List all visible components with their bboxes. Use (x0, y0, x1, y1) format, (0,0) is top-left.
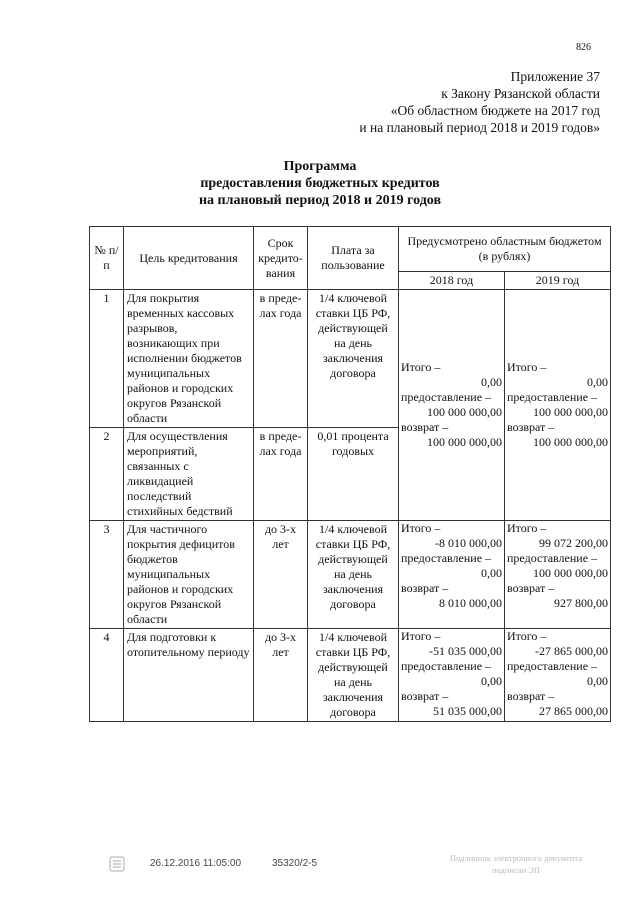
sum-pred-value: 0,00 (481, 566, 502, 580)
sum-pred-label: предоставление – (507, 390, 598, 404)
footer-date: 26.12.2016 11:05:00 (150, 858, 242, 869)
sum-pred-label: предоставление – (507, 659, 598, 673)
sum-vozvrat-label: возврат – (507, 689, 555, 703)
sum-vozvrat-label: возврат – (401, 581, 449, 595)
sum-pred-label: предоставление – (401, 659, 492, 673)
sum-vozvrat-value: 927 800,00 (554, 596, 608, 610)
table-row (90, 290, 611, 428)
footer-note-line: Подлинник электронного документа (450, 853, 583, 863)
appendix-line: к Закону Рязанской области (441, 86, 600, 101)
header-year-2018: 2018 год (399, 272, 505, 290)
row-fee: 1/4 ключевой ставки ЦБ РФ, действующей на день заключения договора (308, 290, 399, 428)
appendix-line: и на плановый период 2018 и 2019 годов» (359, 120, 600, 135)
appendix-line: «Об областном бюджете на 2017 год (390, 103, 600, 118)
sum-itogo-label: Итого – (401, 629, 441, 643)
page-number: 826 (576, 42, 591, 53)
sum-2018 (399, 290, 505, 521)
footer-note-line: подписан ЭП (491, 865, 541, 875)
sum-vozvrat-value: 8 010 000,00 (439, 596, 502, 610)
sum-itogo-value: 0,00 (587, 375, 608, 389)
header-term: Срок кредито-вания (254, 227, 308, 290)
sum-vozvrat-value: 27 865 000,00 (539, 704, 608, 718)
sum-2019 (505, 521, 611, 629)
header-budget (399, 227, 611, 272)
title-line: на плановый период 2018 и 2019 годов (198, 193, 442, 208)
table-header-row (90, 227, 611, 272)
sum-vozvrat-label: возврат – (401, 689, 449, 703)
footer-code: 35320/2-5 (272, 858, 318, 869)
row-term: до 3-х лет (254, 629, 308, 722)
header-fee: Плата за пользование (308, 227, 399, 290)
header-year-2019: 2019 год (505, 272, 611, 290)
row-term: в преде-лах года (254, 290, 308, 428)
sum-2018 (399, 629, 505, 722)
sum-vozvrat-value: 51 035 000,00 (433, 704, 502, 718)
row-term: в преде-лах года (254, 428, 308, 521)
sum-vozvrat-label: возврат – (507, 420, 555, 434)
sum-pred-value: 100 000 000,00 (427, 405, 502, 419)
stamp-icon (108, 853, 126, 875)
sum-itogo-value: -51 035 000,00 (429, 644, 502, 658)
sum-pred-label: предоставление – (401, 390, 492, 404)
sum-itogo-value: 0,00 (481, 375, 502, 389)
row-term: до 3-х лет (254, 521, 308, 629)
sum-vozvrat-label: возврат – (401, 420, 449, 434)
sum-pred-value: 100 000 000,00 (533, 566, 608, 580)
row-goal: Для частичного покрытия дефицитов бюджетов муниципальных районов и городских округов Рязанской области (124, 521, 254, 629)
row-fee: 0,01 процента годовых (308, 428, 399, 521)
sum-itogo-label: Итого – (507, 360, 547, 374)
table-row (90, 629, 611, 722)
sum-pred-label: предоставление – (507, 551, 598, 565)
sum-2019 (505, 290, 611, 521)
sum-itogo-value: -8 010 000,00 (435, 536, 502, 550)
row-num: 3 (90, 521, 124, 629)
appendix-header (180, 68, 600, 136)
header-goal: Цель кредитования (124, 227, 254, 290)
header-units: (в рублях) (478, 249, 531, 263)
table-row (90, 521, 611, 629)
row-fee: 1/4 ключевой ставки ЦБ РФ, действующей на день заключения договора (308, 521, 399, 629)
sum-vozvrat-value: 100 000 000,00 (427, 435, 502, 449)
row-goal: Для покрытия временных кассовых разрывов, возникающих при исполнении бюджетов муниципальных районов и городских округов Рязанской области (124, 290, 254, 428)
sum-vozvrat-label: возврат – (507, 581, 555, 595)
sum-itogo-label: Итого – (507, 629, 547, 643)
footer-signature-note (450, 852, 582, 876)
row-num: 2 (90, 428, 124, 521)
row-num: 1 (90, 290, 124, 428)
row-num: 4 (90, 629, 124, 722)
header-num: № п/п (90, 227, 124, 290)
sum-pred-label: предоставление – (401, 551, 492, 565)
title-line: Программа (283, 159, 357, 174)
sum-pred-value: 0,00 (481, 674, 502, 688)
sum-itogo-label: Итого – (401, 521, 441, 535)
title-line: предоставления бюджетных кредитов (200, 176, 440, 191)
sum-pred-value: 100 000 000,00 (533, 405, 608, 419)
row-goal: Для осуществления мероприятий, связанных с ликвидацией последствий стихийных бедствий (124, 428, 254, 521)
row-goal: Для подготовки к отопительному периоду (124, 629, 254, 722)
sum-itogo-label: Итого – (401, 360, 441, 374)
sum-itogo-value: -27 865 000,00 (535, 644, 608, 658)
sum-pred-value: 0,00 (587, 674, 608, 688)
header-budget-text: Предусмотрено областным бюджетом (407, 234, 602, 248)
appendix-line: Приложение 37 (510, 69, 600, 84)
sum-itogo-label: Итого – (507, 521, 547, 535)
credit-program-table (89, 226, 611, 722)
sum-vozvrat-value: 100 000 000,00 (533, 435, 608, 449)
row-fee: 1/4 ключевой ставки ЦБ РФ, действующей на день заключения договора (308, 629, 399, 722)
document-title (0, 158, 640, 209)
sum-2019 (505, 629, 611, 722)
sum-itogo-value: 99 072 200,00 (539, 536, 608, 550)
sum-2018 (399, 521, 505, 629)
